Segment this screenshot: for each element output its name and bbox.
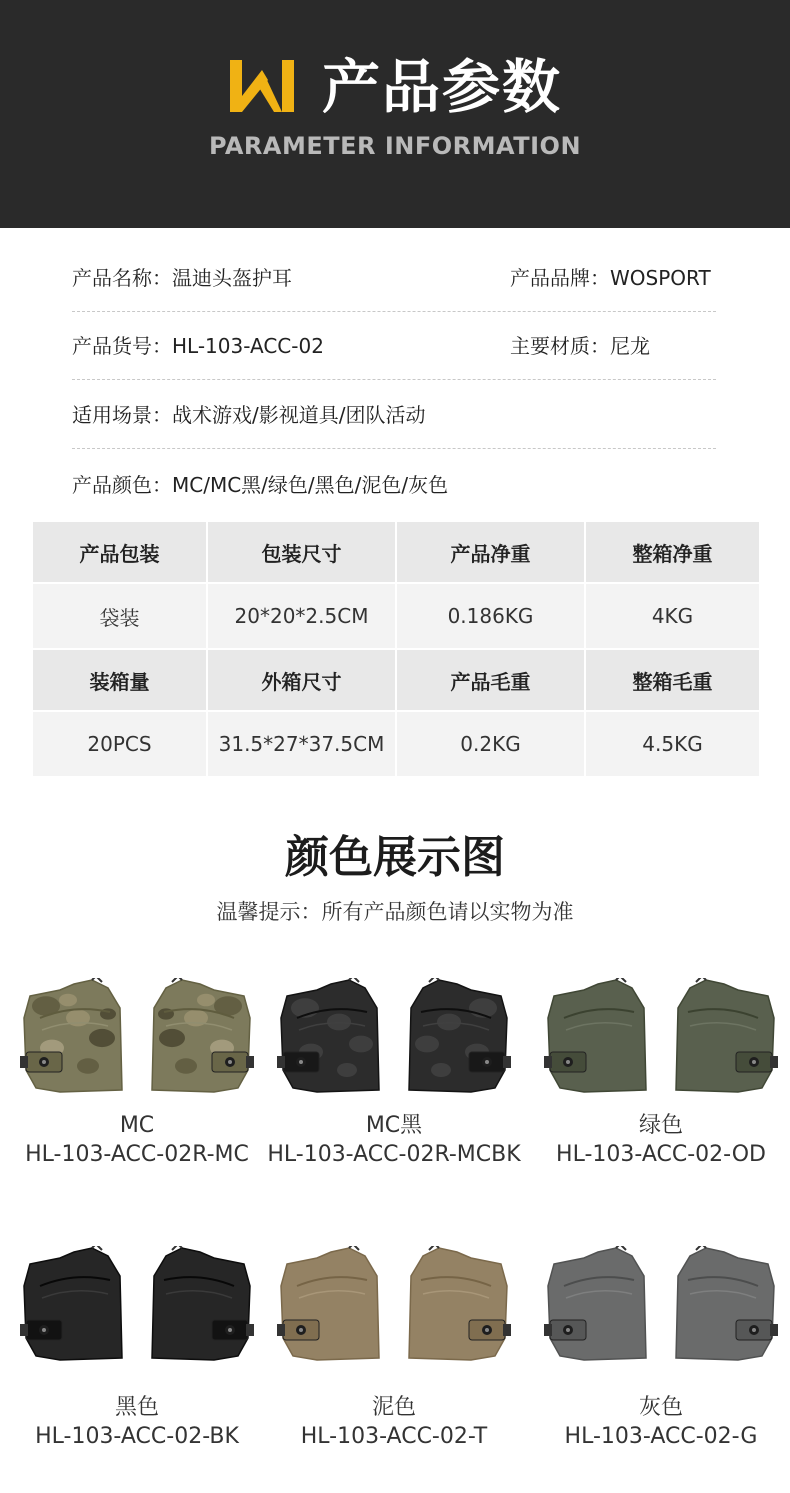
table-cell: 0.186KG (396, 583, 585, 649)
table-cell: 20*20*2.5CM (207, 583, 396, 649)
ear-protector-image (536, 978, 786, 1098)
swatch-name: 泥色 (371, 1395, 416, 1420)
right-ear-piece (676, 978, 778, 1092)
swatch-code: HL-103-ACC-02-BK (35, 1424, 239, 1449)
ear-protector-image (12, 978, 262, 1098)
left-ear-piece (277, 1246, 379, 1360)
color-swatch-od (530, 978, 790, 1170)
swatch-name: 黑色 (114, 1395, 159, 1420)
swatch-code: HL-103-ACC-02-G (564, 1424, 758, 1449)
product-material: 主要材质：尼龙 (510, 334, 650, 358)
info-row-sku-material (72, 310, 716, 380)
color-section-title: 颜色展示图 (285, 832, 505, 883)
color-swatch-tan (263, 1246, 525, 1452)
swatch-code: HL-103-ACC-02R-MC (25, 1142, 249, 1167)
product-name: 产品名称：温迪头盔护耳 (72, 266, 292, 290)
table-header-cell: 整箱毛重 (585, 649, 760, 711)
table-row (32, 649, 760, 711)
table-header-cell: 产品毛重 (396, 649, 585, 711)
swatch-code: HL-103-ACC-02-OD (556, 1142, 766, 1167)
table-cell: 0.2KG (396, 711, 585, 777)
table-cell: 20PCS (32, 711, 207, 777)
left-ear-piece (544, 1246, 646, 1360)
header-banner (0, 0, 790, 228)
swatch-code: HL-103-ACC-02-T (300, 1424, 488, 1449)
table-cell: 4.5KG (585, 711, 760, 777)
page-subtitle: PARAMETER INFORMATION (208, 132, 582, 160)
swatch-code: HL-103-ACC-02R-MCBK (267, 1142, 521, 1167)
brand-logo-icon (228, 56, 296, 116)
ear-protector-image (269, 1246, 519, 1366)
table-header-cell: 整箱净重 (585, 521, 760, 583)
color-swatch-mc-black (263, 978, 525, 1170)
info-row-usage (72, 379, 716, 449)
page-title: 产品参数 (322, 53, 563, 121)
table-row (32, 711, 760, 777)
table-row (32, 583, 760, 649)
table-header-cell: 产品净重 (396, 521, 585, 583)
table-header-cell: 包装尺寸 (207, 521, 396, 583)
right-ear-piece (409, 1246, 511, 1360)
left-ear-piece (277, 978, 379, 1092)
right-ear-piece (409, 978, 511, 1092)
swatch-name: MC黑 (365, 1113, 423, 1138)
table-header-cell: 外箱尺寸 (207, 649, 396, 711)
ear-protector-image (269, 978, 519, 1098)
color-swatch-mc (6, 978, 268, 1170)
right-ear-piece (676, 1246, 778, 1360)
table-row (32, 521, 760, 583)
product-sku: 产品货号：HL-103-ACC-02 (72, 334, 324, 358)
info-row-name-brand (72, 242, 716, 312)
left-ear-piece (544, 978, 646, 1092)
table-cell: 袋装 (32, 583, 207, 649)
left-ear-piece (20, 1246, 122, 1360)
info-row-colors (72, 449, 716, 519)
table-cell: 4KG (585, 583, 760, 649)
spec-table (31, 520, 761, 778)
color-section-note: 温馨提示：所有产品颜色请以实物为准 (216, 900, 574, 924)
table-cell: 31.5*27*37.5CM (207, 711, 396, 777)
ear-protector-image (12, 1246, 262, 1366)
table-header-cell: 产品包装 (32, 521, 207, 583)
swatch-name: 灰色 (638, 1395, 683, 1420)
table-header-cell: 装箱量 (32, 649, 207, 711)
color-swatch-black (6, 1246, 268, 1452)
product-brand: 产品品牌：WOSPORT (510, 266, 711, 290)
right-ear-piece (152, 978, 254, 1092)
color-swatch-grey (530, 1246, 790, 1452)
left-ear-piece (20, 978, 122, 1092)
right-ear-piece (152, 1246, 254, 1360)
swatch-name: MC (119, 1113, 155, 1138)
product-usage: 适用场景：战术游戏/影视道具/团队活动 (72, 403, 426, 427)
product-colors: 产品颜色：MC/MC黑/绿色/黑色/泥色/灰色 (72, 473, 449, 497)
swatch-name: 绿色 (638, 1113, 683, 1138)
ear-protector-image (536, 1246, 786, 1366)
